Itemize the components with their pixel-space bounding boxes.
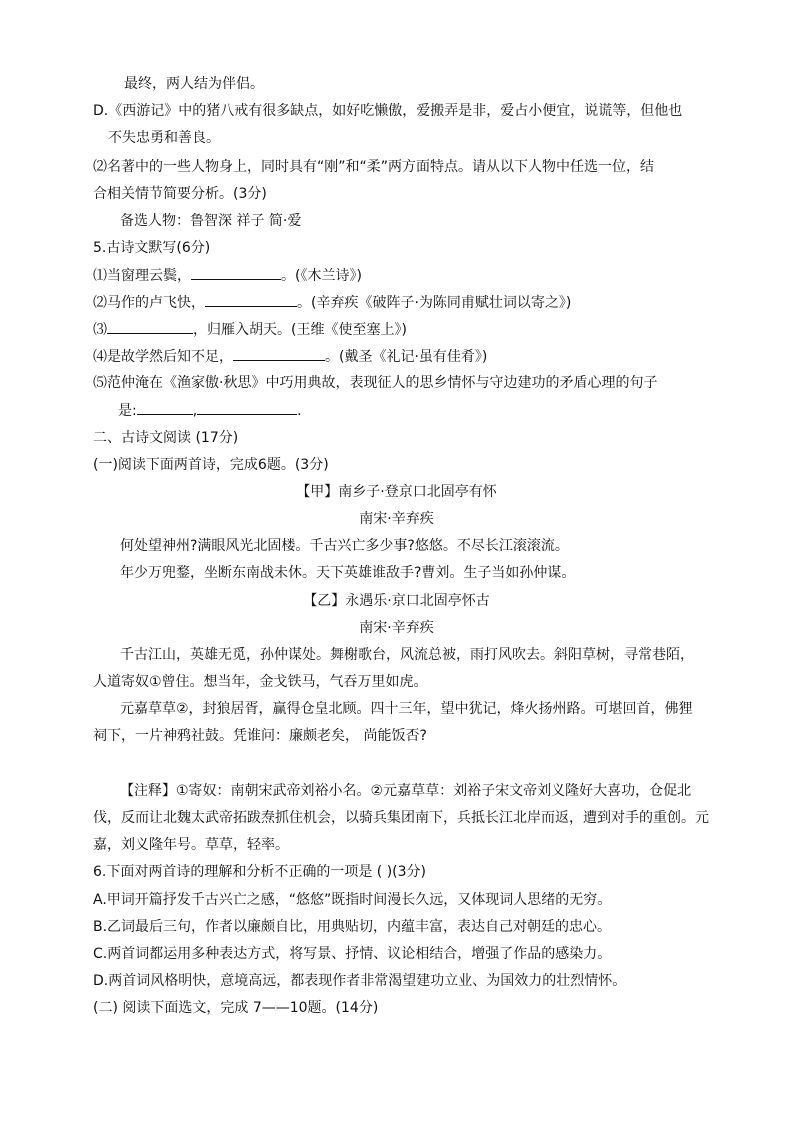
dictation-prefix: ⑴当窗理云鬓， — [93, 268, 191, 284]
text-line: 合相关情节简要分析。(3分) — [93, 186, 267, 202]
annotation: 伐，反而让北魏太武帝拓跋焘抓住机会，以骑兵集团南下，兵抵长江北岸而返，遭到对手的重创。元 — [93, 810, 709, 826]
poem-a-author: 南宋·辛弃疾 — [359, 511, 434, 527]
option-d: D.《西游记》中的猪八戒有很多缺点，如好吃懒傲，爱搬弄是非，爱占小便宜，说谎等，但他也 — [93, 103, 683, 119]
dictation-suffix: ，归雁入胡天。(王维《使至塞上》) — [193, 322, 407, 338]
dictation-item-3 — [93, 319, 407, 340]
dictation-prefix: ⑵马作的卢飞快， — [93, 295, 205, 311]
poem-b-title: 【乙】永遇乐·京口北固亭怀古 — [303, 593, 490, 609]
poem-b-line: 元嘉草草②，封狼居胥，赢得仓皇北顾。四十三年，望中犹记，烽火扬州路。可堪回首，佛狸 — [120, 701, 693, 717]
subsection-1-title: (一)阅读下面两首诗，完成6题。(3分) — [93, 457, 329, 473]
poem-b-line: 千古江山，英雄无觅，孙仲谋处。舞榭歌台，风流总被，雨打风吹去。斜阳草树，寻常巷陌， — [120, 647, 694, 663]
answer-blank[interactable] — [107, 319, 193, 334]
dictation-item-4 — [93, 346, 487, 367]
answer-blank[interactable] — [205, 292, 297, 307]
annotation: 【注释】①寄奴：南朝宋武帝刘裕小名。②元嘉草草：刘裕子宋文帝刘义隆好大喜功，仓促北 — [120, 783, 692, 799]
text-line: 不失忠勇和善良。 — [108, 130, 220, 146]
section-2-title: 二、古诗文阅读 (17分) — [93, 430, 239, 446]
option-a: A.甲词开篇抒发千古兴亡之感，“悠悠”既指时间漫长久远，又体现词人思绪的无穷。 — [93, 892, 612, 908]
poem-a-title: 【甲】南乡子·登京口北固亭有怀 — [296, 484, 497, 500]
option-c: C.两首词都运用多种表达方式，将写景、抒情、议论相结合，增强了作品的感染力。 — [93, 946, 612, 962]
answer-blank[interactable] — [191, 265, 281, 280]
poem-a-line: 何处望神州?满眼风光北固楼。千古兴亡多少事?悠悠。不尽长江滚滚流。 — [120, 538, 569, 554]
poem-b-line: 祠下，一片神鸦社鼓。凭谁问：廉颇老矣， 尚能饭否? — [93, 728, 427, 744]
question-4-2: ⑵名著中的一些人物身上，同时具有“刚”和“柔”两方面特点。请从以下人物中任选一位，结 — [93, 159, 655, 175]
dictation-item-5-answer: 是: , . — [118, 400, 302, 421]
dictation-suffix: 。(辛弃疾《破阵子·为陈同甫赋壮词以寄之》) — [297, 295, 572, 311]
dictation-item-5: ⑸范仲淹在《渔家傲·秋思》中巧用典故，表现征人的思乡情怀与守边建功的矛盾心理的句子 — [93, 375, 658, 391]
annotation: 嘉，刘义隆年号。草草，轻率。 — [93, 837, 289, 853]
question-6: 6.下面对两首诗的理解和分析不正确的一项是 ( )(3分) — [93, 864, 427, 880]
dictation-item-1 — [93, 265, 362, 286]
option-b: B.乙词最后三句，作者以廉颇自比，用典贴切，内蕴丰富，表达自己对朝廷的忠心。 — [93, 919, 612, 935]
subsection-2-title: (二) 阅读下面选文，完成 7——10题。(14分) — [93, 1000, 379, 1016]
dictation-suffix: 。(《木兰诗》) — [281, 268, 362, 284]
poem-b-line: 人道寄奴①曾住。想当年，金戈铁马，气吞万里如虎。 — [93, 674, 428, 690]
question-5-title: 5.古诗文默写(6分) — [93, 240, 211, 256]
answer-blank[interactable] — [233, 346, 325, 361]
dictation-prefix: ⑷是故学然后知不足， — [93, 349, 233, 365]
dictation-item-2 — [93, 292, 571, 313]
option-d: D.两首词风格明快，意境高远，都表现作者非常渴望建功立业、为国效力的壮烈情怀。 — [93, 973, 627, 989]
dictation-suffix: 。(戴圣《礼记·虽有佳肴》) — [325, 349, 488, 365]
answer-blank[interactable] — [197, 400, 297, 415]
poem-a-line: 年少万兜鍪，坐断东南战未休。天下英雄谁敌手?曹刘。生子当如孙仲谋。 — [120, 565, 576, 581]
answer-blank[interactable] — [137, 400, 193, 415]
text-line: 最终，两人结为伴侣。 — [124, 76, 264, 92]
candidate-characters: 备选人物：鲁智深 祥子 简·爱 — [120, 213, 302, 229]
poem-b-author: 南宋·辛弃疾 — [359, 620, 434, 636]
dictation-prefix: ⑶ — [93, 322, 107, 338]
